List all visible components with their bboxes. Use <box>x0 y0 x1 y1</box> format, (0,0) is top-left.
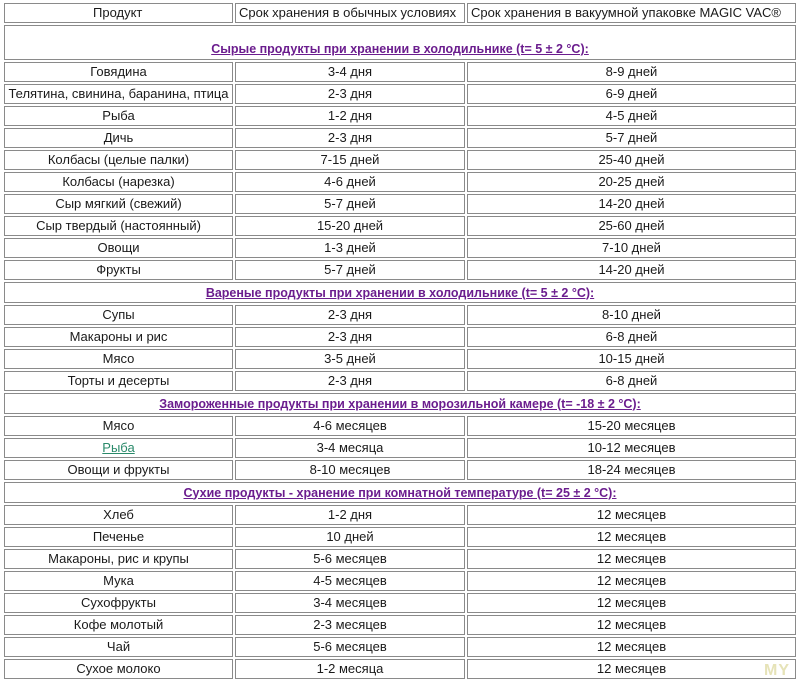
cell-vacuum: 14-20 дней <box>467 260 796 280</box>
cell-product: Хлеб <box>4 505 233 525</box>
table-row <box>4 371 796 391</box>
cell-product: Печенье <box>4 527 233 547</box>
cell-normal: 5-6 месяцев <box>235 549 465 569</box>
table-row <box>4 637 796 657</box>
section-title-row <box>4 25 796 60</box>
cell-vacuum: 12 месяцев <box>467 593 796 613</box>
table-row <box>4 349 796 369</box>
table-row <box>4 549 796 569</box>
cell-normal: 4-6 месяцев <box>235 416 465 436</box>
cell-normal: 3-5 дней <box>235 349 465 369</box>
table-header-row <box>4 3 796 23</box>
table-row <box>4 172 796 192</box>
cell-product: Колбасы (целые палки) <box>4 150 233 170</box>
table-row <box>4 593 796 613</box>
cell-normal: 2-3 дня <box>235 371 465 391</box>
section-title-row <box>4 282 796 303</box>
cell-vacuum: 6-9 дней <box>467 84 796 104</box>
table-row <box>4 659 796 679</box>
cell-product: Овощи <box>4 238 233 258</box>
cell-vacuum: 12 месяцев <box>467 659 796 679</box>
cell-product: Сухое молоко <box>4 659 233 679</box>
cell-normal: 5-7 дней <box>235 260 465 280</box>
cell-normal: 3-4 месяцев <box>235 593 465 613</box>
cell-vacuum: 12 месяцев <box>467 637 796 657</box>
cell-product: Овощи и фрукты <box>4 460 233 480</box>
cell-normal: 15-20 дней <box>235 216 465 236</box>
table-row <box>4 216 796 236</box>
cell-product: Мясо <box>4 349 233 369</box>
cell-product: Чай <box>4 637 233 657</box>
cell-vacuum: 15-20 месяцев <box>467 416 796 436</box>
section-title: Сухие продукты - хранение при комнатной температуре (t= 25 ± 2 °C): <box>4 482 796 503</box>
header-product: Продукт <box>4 3 233 23</box>
cell-product: Сыр твердый (настоянный) <box>4 216 233 236</box>
cell-vacuum: 12 месяцев <box>467 571 796 591</box>
cell-vacuum: 12 месяцев <box>467 505 796 525</box>
cell-vacuum: 18-24 месяцев <box>467 460 796 480</box>
product-link[interactable]: Рыба <box>102 440 135 455</box>
table-row <box>4 571 796 591</box>
cell-normal: 2-3 месяцев <box>235 615 465 635</box>
cell-normal: 1-3 дней <box>235 238 465 258</box>
cell-normal: 2-3 дня <box>235 305 465 325</box>
cell-normal: 2-3 дня <box>235 128 465 148</box>
section-title: Вареные продукты при хранении в холодильнике (t= 5 ± 2 °C): <box>4 282 796 303</box>
section-title-row <box>4 393 796 414</box>
cell-vacuum: 12 месяцев <box>467 615 796 635</box>
cell-normal: 3-4 месяца <box>235 438 465 458</box>
cell-product: Сухофрукты <box>4 593 233 613</box>
cell-normal: 5-7 дней <box>235 194 465 214</box>
cell-vacuum: 25-60 дней <box>467 216 796 236</box>
storage-table <box>2 1 798 681</box>
cell-vacuum: 25-40 дней <box>467 150 796 170</box>
cell-vacuum: 12 месяцев <box>467 549 796 569</box>
cell-product: Дичь <box>4 128 233 148</box>
table-row <box>4 194 796 214</box>
cell-product: Мясо <box>4 416 233 436</box>
cell-vacuum: 20-25 дней <box>467 172 796 192</box>
section-title: Сырые продукты при хранении в холодильнике (t= 5 ± 2 °C): <box>4 25 796 60</box>
table-row <box>4 62 796 82</box>
table-row <box>4 84 796 104</box>
cell-normal: 7-15 дней <box>235 150 465 170</box>
cell-product: Макароны, рис и крупы <box>4 549 233 569</box>
table-row <box>4 305 796 325</box>
table-row <box>4 260 796 280</box>
cell-product: Фрукты <box>4 260 233 280</box>
cell-normal: 1-2 месяца <box>235 659 465 679</box>
table-row <box>4 527 796 547</box>
table-row <box>4 505 796 525</box>
cell-vacuum: 5-7 дней <box>467 128 796 148</box>
cell-normal: 2-3 дня <box>235 327 465 347</box>
cell-normal: 10 дней <box>235 527 465 547</box>
cell-product: Колбасы (нарезка) <box>4 172 233 192</box>
cell-normal: 4-6 дней <box>235 172 465 192</box>
cell-vacuum: 4-5 дней <box>467 106 796 126</box>
table-row <box>4 150 796 170</box>
cell-normal: 1-2 дня <box>235 505 465 525</box>
table-row <box>4 128 796 148</box>
header-vacuum: Срок хранения в вакуумной упаковке MAGIC VAC® <box>467 3 796 23</box>
cell-vacuum: 14-20 дней <box>467 194 796 214</box>
cell-normal: 4-5 месяцев <box>235 571 465 591</box>
cell-vacuum: 6-8 дней <box>467 327 796 347</box>
cell-normal: 5-6 месяцев <box>235 637 465 657</box>
cell-vacuum: 10-15 дней <box>467 349 796 369</box>
table-row <box>4 327 796 347</box>
cell-vacuum: 12 месяцев <box>467 527 796 547</box>
cell-product <box>4 438 233 458</box>
cell-product: Супы <box>4 305 233 325</box>
table-row <box>4 416 796 436</box>
cell-normal: 2-3 дня <box>235 84 465 104</box>
cell-product: Макароны и рис <box>4 327 233 347</box>
section-title: Замороженные продукты при хранении в морозильной камере (t= -18 ± 2 °C): <box>4 393 796 414</box>
cell-normal: 1-2 дня <box>235 106 465 126</box>
cell-vacuum: 6-8 дней <box>467 371 796 391</box>
table-row <box>4 438 796 458</box>
table-row <box>4 238 796 258</box>
table-row <box>4 106 796 126</box>
section-title-row <box>4 482 796 503</box>
cell-product: Рыба <box>4 106 233 126</box>
cell-normal: 8-10 месяцев <box>235 460 465 480</box>
table-row <box>4 460 796 480</box>
cell-vacuum: 7-10 дней <box>467 238 796 258</box>
header-normal: Срок хранения в обычных условиях <box>235 3 465 23</box>
cell-product: Кофе молотый <box>4 615 233 635</box>
watermark: MY <box>764 662 790 679</box>
cell-product: Сыр мягкий (свежий) <box>4 194 233 214</box>
cell-product: Мука <box>4 571 233 591</box>
cell-product: Телятина, свинина, баранина, птица <box>4 84 233 104</box>
cell-product: Торты и десерты <box>4 371 233 391</box>
table-row <box>4 615 796 635</box>
cell-vacuum: 8-10 дней <box>467 305 796 325</box>
cell-vacuum: 8-9 дней <box>467 62 796 82</box>
cell-product: Говядина <box>4 62 233 82</box>
cell-vacuum: 10-12 месяцев <box>467 438 796 458</box>
cell-normal: 3-4 дня <box>235 62 465 82</box>
